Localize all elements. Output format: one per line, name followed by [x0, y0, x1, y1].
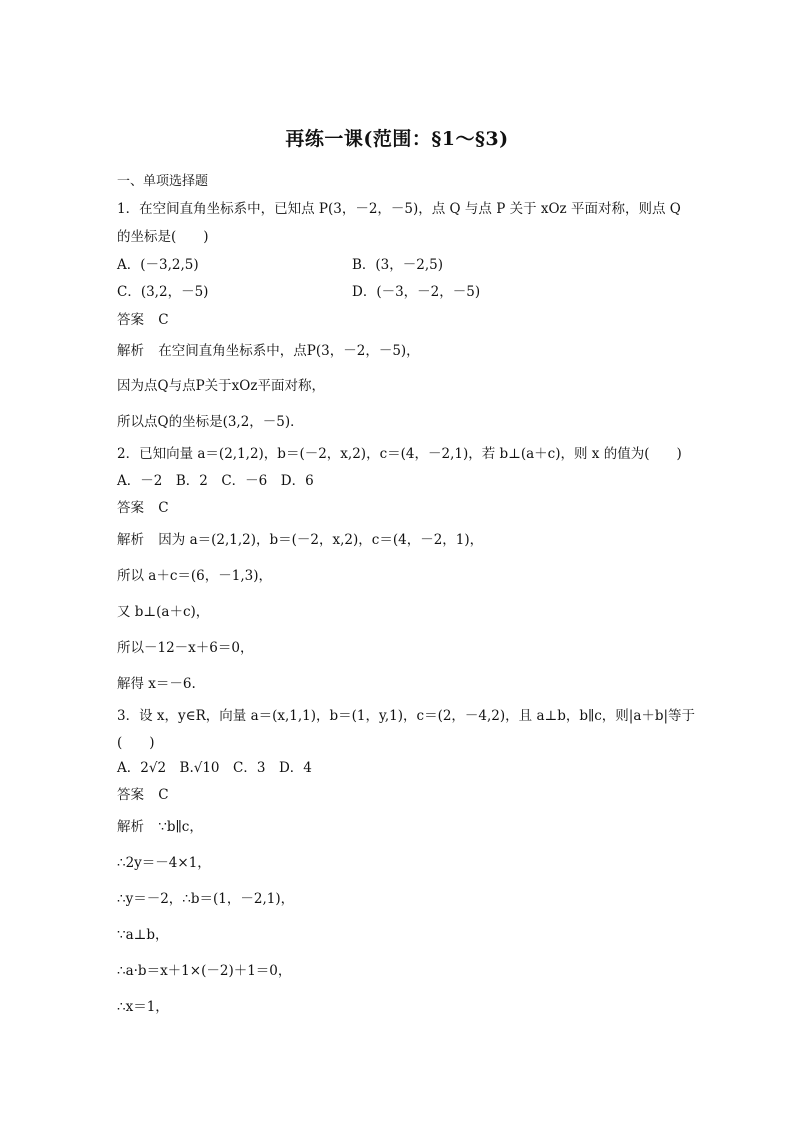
q2-answer-row [117, 499, 169, 517]
q3-stem-line2: ( ) [117, 735, 155, 751]
q1-analysis-line: 在空间直角坐标系中，点P(3，－2，－5)， [158, 343, 420, 359]
q3-options: A．2√2 B.√10 C．3 D．4 [117, 760, 312, 776]
q1-option-b: B．(3，－2,5) [352, 257, 444, 273]
q3-stem-line1: 3．设 x，y∈R，向量 a＝(x,1,1)，b＝(1，y,1)，c＝(2，－4,2)，且 a⊥b，b∥c，则|a＋b|等于 [117, 708, 696, 724]
q1-analysis-line: 因为点Q与点P关于xOz平面对称， [117, 378, 325, 394]
q3-analysis-row [117, 818, 203, 836]
q2-answer-value: C [158, 500, 169, 516]
q2-analysis-label: 解析 [117, 532, 144, 548]
q2-analysis-line: 又 b⊥(a＋c)， [117, 604, 210, 620]
q2-analysis-row [117, 531, 483, 549]
q1-option-c: C．(3,2，－5) [117, 284, 209, 300]
q1-option-a: A．(－3,2,5) [117, 257, 199, 273]
q1-analysis-line: 所以点Q的坐标是(3,2，－5)． [117, 414, 304, 430]
q3-answer-row [117, 786, 169, 804]
q3-analysis-line: ∴x＝1， [117, 999, 169, 1015]
q3-analysis-line: ∴2y＝－4×1， [117, 855, 211, 871]
q1-stem-line2: 的坐标是( ) [117, 229, 209, 245]
q1-analysis-row [117, 342, 420, 360]
q2-options: A．－2 B．2 C．－6 D．6 [117, 473, 314, 489]
q2-answer-label: 答案 [117, 500, 144, 516]
q3-analysis-label: 解析 [117, 819, 144, 835]
section-heading: 一、单项选择题 [117, 174, 209, 189]
q2-analysis-line: 所以－12－x＋6＝0， [117, 640, 254, 656]
q3-analysis-line: ∴y＝－2，∴b＝(1，－2,1)， [117, 891, 295, 907]
q1-answer-row [117, 311, 169, 329]
q2-stem: 2．已知向量 a＝(2,1,2)，b＝(－2，x,2)，c＝(4，－2,1)，若 b⊥(a＋c)，则 x 的值为( ) [117, 446, 682, 462]
q1-answer-label: 答案 [117, 312, 144, 328]
q1-answer-value: C [158, 312, 169, 328]
q3-analysis-line: ∵a⊥b， [117, 927, 169, 943]
q3-analysis-line: ∵b∥c， [158, 819, 203, 835]
q3-analysis-line: ∴a·b＝x＋1×(－2)＋1＝0， [117, 963, 292, 979]
q2-analysis-line: 所以 a＋c＝(6，－1,3)， [117, 568, 272, 584]
page-title: 再练一课(范围：§1～§3) [285, 128, 509, 150]
q2-analysis-line: 解得 x＝－6. [117, 676, 196, 692]
q1-stem-line1: 1．在空间直角坐标系中，已知点 P(3，－2，－5)，点 Q 与点 P 关于 xOz 平面对称，则点 Q [117, 201, 681, 217]
q3-answer-value: C [158, 787, 169, 803]
q1-analysis-label: 解析 [117, 343, 144, 359]
q3-answer-label: 答案 [117, 787, 144, 803]
q1-option-d: D．(－3，－2，－5) [352, 284, 481, 300]
q2-analysis-line: 因为 a＝(2,1,2)，b＝(－2，x,2)，c＝(4，－2，1)， [158, 532, 484, 548]
